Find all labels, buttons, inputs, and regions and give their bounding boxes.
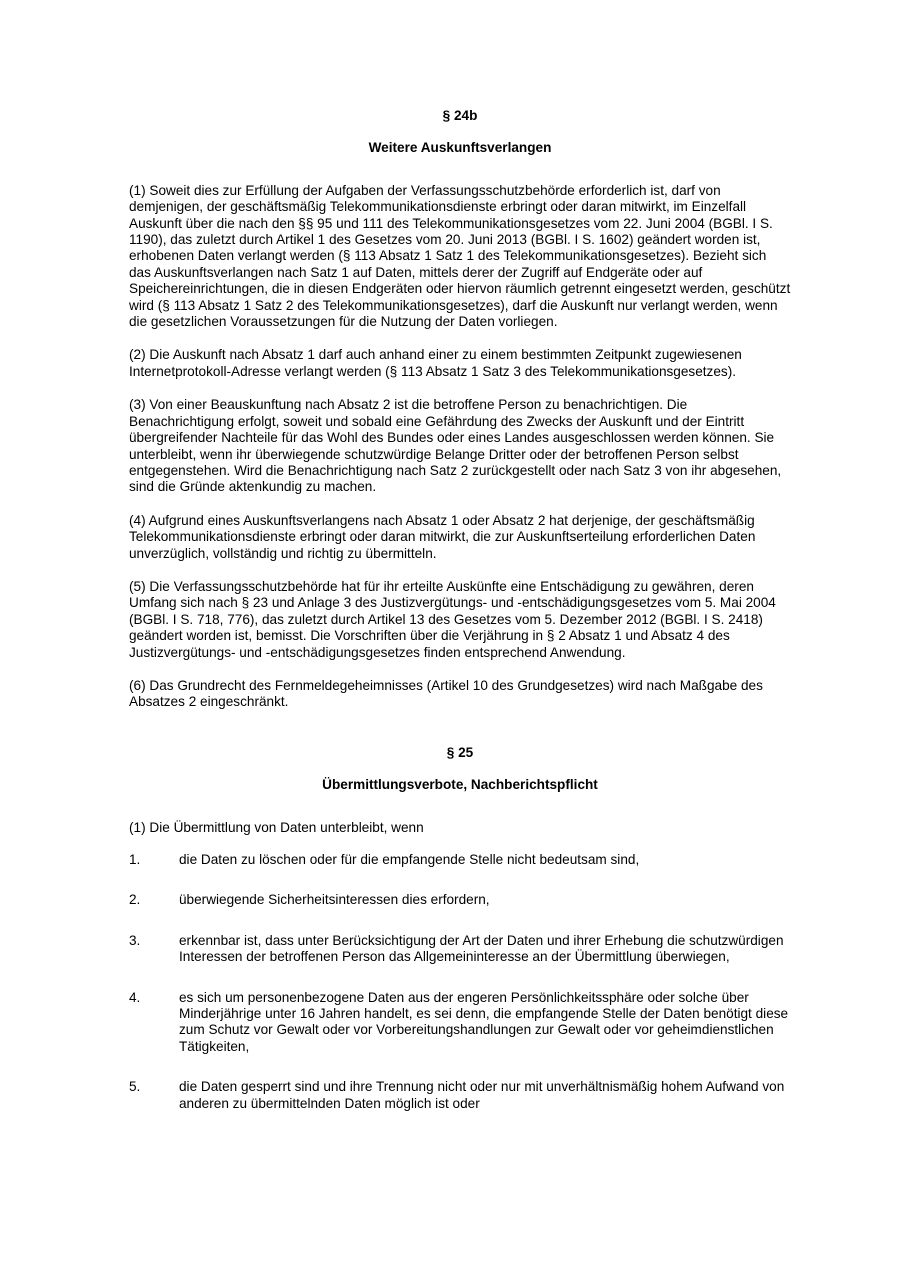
paragraph-24b-6: (6) Das Grundrecht des Fernmeldegeheimnisses (Artikel 10 des Grundgesetzes) wird nach Maßgabe des Absatzes 2 eingeschränkt. [129,677,763,710]
section-25-intro: (1) Die Übermittlung von Daten unterbleibt, wenn [129,819,424,835]
section-24b-number: § 24b [442,108,478,123]
section-24b-paragraphs [129,183,791,711]
paragraph-24b-2: (2) Die Auskunft nach Absatz 1 darf auch anhand einer zu einem bestimmten Zeitpunkt zugewiesenen Internetprotokoll-Adresse verlangt werden (§ 113 Absatz 1 Satz 3 des Telekommunikationsgesetzes). [129,347,742,379]
list-item [129,1079,791,1112]
list-item [129,852,791,868]
spacer [129,157,791,183]
section-25-number: § 25 [446,744,474,760]
list-item-text: es sich um personenbezogene Daten aus der engeren Persönlichkeitssphäre oder solche über Minderjährige unter 16 Jahren handelt, es sei denn, die empfangende Stelle der Daten benötigt diese zum Schutz vor Gewalt oder vor Vorbereitungshandlungen zur Gewalt oder vor geheimdienstlichen Tätigkeiten, [179,989,789,1054]
section-25-list [129,852,791,1112]
document-body [129,108,791,1112]
list-item [129,990,791,1056]
paragraph-24b-3: (3) Von einer Beauskunftung nach Absatz 2 ist die betroffene Person zu benachrichtigen. Die Benachrichtigung erfolgt, soweit und sobald eine Gefährdung des Zwecks der Auskunft und der Eintritt übergreifender Nachteile für das Wohl des Bundes oder eines Landes ausgeschlossen werden können. Sie unterbleibt, wenn ihr überwiegende schutzwürdige Belange Dritter oder der betroffenen Person selbst entgegenstehen. Wird die Benachrichtigung nach Satz 2 zurückgestellt oder nach Satz 3 von ihr abgesehen, sind die Gründe aktenkundig zu machen. [129,397,782,495]
paragraph-24b-4: (4) Aufgrund eines Auskunftsverlangens nach Absatz 1 oder Absatz 2 hat derjenige, der geschäftsmäßig Telekommunikationsdienste erbringt oder daran mitwirkt, die zur Auskunftserteilung erforderlichen Daten unverzüglich, vollständig und richtig zu übermitteln. [129,512,756,561]
list-item-text: erkennbar ist, dass unter Berücksichtigung der Art der Daten und ihrer Erhebung die schutzwürdigen Interessen der betroffenen Person das Allgemeininteresse an der Übermittlung überwiegen, [179,932,784,965]
list-item-number: 4. [129,989,141,1005]
list-item [129,933,791,966]
list-item-number: 2. [129,892,141,908]
list-item-number: 3. [129,932,141,948]
list-item-text: die Daten zu löschen oder für die empfangende Stelle nicht bedeutsam sind, [179,852,640,867]
paragraph-24b-5: (5) Die Verfassungsschutzbehörde hat für ihr erteilte Auskünfte eine Entschädigung zu gewähren, deren Umfang sich nach § 23 und Anlage 3 des Justizvergütungs- und -entschädigungsgesetzes vom 5. Mai 2004 (BGBl. I S. 718, 776), das zuletzt durch Artikel 13 des Gesetzes vom 5. Dezember 2012 (BGBl. I S. 2418) geändert worden ist, bemisst. Die Vorschriften über die Verjährung in § 2 Absatz 1 und Absatz 4 des Justizvergütungs- und -entschädigungsgesetzes finden entsprechend Anwendung. [129,578,776,660]
list-item-text: die Daten gesperrt sind und ihre Trennung nicht oder nur mit unverhältnismäßig hohem Aufwand von anderen zu übermittelnden Daten möglich ist oder [179,1079,785,1111]
section-25-title: Übermittlungsverbote, Nachberichtspflicht [322,777,598,793]
list-item-text: überwiegende Sicherheitsinteressen dies erfordern, [179,892,490,908]
paragraph-24b-1: (1) Soweit dies zur Erfüllung der Aufgaben der Verfassungsschutzbehörde erforderlich ist, darf von demjenigen, der geschäftsmäßig Telekommunikationsdienste erbringt oder daran mitwirkt, im Einzelfall Auskunft über die nach den §§ 95 und 111 des Telekommunikationsgesetzes vom 22. Juni 2004 (BGBl. I S. 1190), das zuletzt durch Artikel 1 des Gesetzes vom 20. Juni 2013 (BGBl. I S. 1602) geändert worden ist, erhobenen Daten verlangt werden (§ 113 Absatz 1 Satz 1 des Telekommunikationsgesetzes). Bezieht sich das Auskunftsverlangen nach Satz 1 auf Daten, mittels derer der Zugriff auf Endgeräte oder auf Speichereinrichtungen, die in diesen Endgeräten oder hiervon räumlich getrennt eingesetzt werden, geschützt wird (§ 113 Absatz 1 Satz 2 des Telekommunikationsgesetzes), darf die Auskunft nur verlangt werden, wenn die gesetzlichen Voraussetzungen für die Nutzung der Daten vorliegen. [129,182,791,330]
list-item [129,892,791,908]
section-24b-title: Weitere Auskunftsverlangen [368,140,552,156]
list-item-number: 1. [129,852,141,867]
list-item-number: 5. [129,1079,141,1095]
